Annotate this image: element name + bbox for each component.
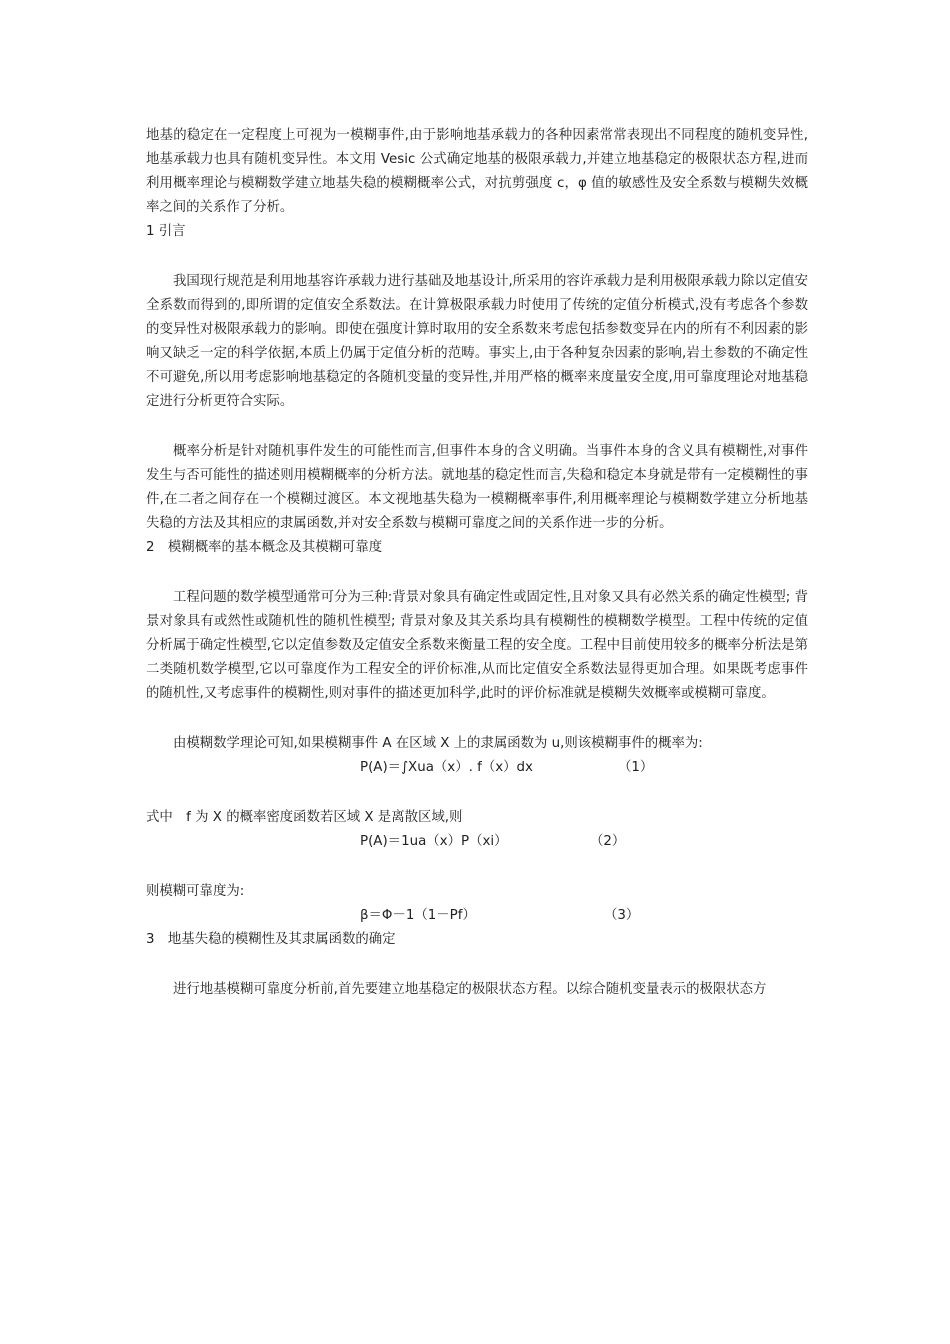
reliability-intro: 则模糊可靠度为:	[146, 884, 245, 899]
model-paragraph: 工程问题的数学模型通常可分为三种:背景对象具有确定性或固定性,且对象又具有必然关系的确定性模型; 背景对象具有或然性或随机性的随机性模型; 背景对象及其关系均具有模糊性的模糊数学模型。工程中传统的定值分析属于确定性模型,它以定值参数及定值安全系数来衡量工程的安全度。工程中目前使用较多的概率分析法是第二类随机数学模型,它以可靠度作为工程安全的评价标准,从而比定值安全系数法显得更加合理。如果既考虑事件的随机性,又考虑事件的模糊性,则对事件的描述更加科学,此时的评价标准就是模糊失效概率或模糊可靠度。	[146, 590, 808, 701]
section-heading-2: 2 模糊概率的基本概念及其模糊可靠度	[146, 540, 383, 555]
formula-3	[146, 904, 808, 928]
formula-3-number: （3）	[604, 908, 640, 923]
abstract-paragraph: 地基的稳定在一定程度上可视为一模糊事件,由于影响地基承载力的各种因素常常表现出不同程度的随机变异性,地基承载力也具有随机变异性。本文用 Vesic 公式确定地基的极限承载力,并建立地基稳定的极限状态方程,进而利用概率理论与模糊数学建立地基失稳的模糊概率公式，对抗剪强度 c，φ 值的敏感性及安全系数与模糊失效概率之间的关系作了分析。	[146, 128, 808, 215]
formula-1	[146, 756, 808, 780]
formula-1-expression: P(A)＝∫Xua（x）. f（x）dx	[360, 760, 533, 775]
intro-paragraph-2: 概率分析是针对随机事件发生的可能性而言,但事件本身的含义明确。当事件本身的含义具有模糊性,对事件发生与否可能性的描述则用模糊概率的分析方法。就地基的稳定性而言,失稳和稳定本身就是带有一定模糊性的事件,在二者之间存在一个模糊过渡区。本文视地基失稳为一模糊概率事件,利用概率理论与模糊数学建立分析地基失稳的方法及其相应的隶属函数,并对安全系数与模糊可靠度之间的关系作进一步的分析。	[146, 444, 808, 531]
fuzzy-probability-paragraph: 由模糊数学理论可知,如果模糊事件 A 在区域 X 上的隶属函数为 u,则该模糊事件的概率为:	[173, 736, 703, 751]
formula-3-expression: β＝Φ－1（1－Pf）	[360, 908, 476, 923]
formula-1-number: （1）	[618, 760, 654, 775]
document-body	[146, 124, 808, 1002]
formula-2-expression: P(A)＝1ua（x）P（xi）	[360, 834, 508, 849]
intro-paragraph-1: 我国现行规范是利用地基容许承载力进行基础及地基设计,所采用的容许承载力是利用极限承载力除以定值安全系数而得到的,即所谓的定值安全系数法。在计算极限承载力时使用了传统的定值分析模式,没有考虑各个参数的变异性对极限承载力的影响。即使在强度计算时取用的安全系数来考虑包括参数变异在内的所有不利因素的影响又缺乏一定的科学依据,本质上仍属于定值分析的范畴。事实上,由于各种复杂因素的影响,岩土参数的不确定性不可避免,所以用考虑影响地基稳定的各随机变量的变异性,并用严格的概率来度量安全度,用可靠度理论对地基稳定进行分析更符合实际。	[146, 274, 808, 409]
limit-state-paragraph: 进行地基模糊可靠度分析前,首先要建立地基稳定的极限状态方程。以综合随机变量表示的极限状态方	[173, 982, 767, 997]
formula-2-number: （2）	[590, 834, 626, 849]
where-clause: 式中 f 为 X 的概率密度函数若区域 X 是离散区域,则	[146, 810, 463, 825]
section-heading-3: 3 地基失稳的模糊性及其隶属函数的确定	[146, 932, 396, 947]
section-heading-1: 1 引言	[146, 224, 186, 239]
formula-2	[146, 830, 808, 854]
